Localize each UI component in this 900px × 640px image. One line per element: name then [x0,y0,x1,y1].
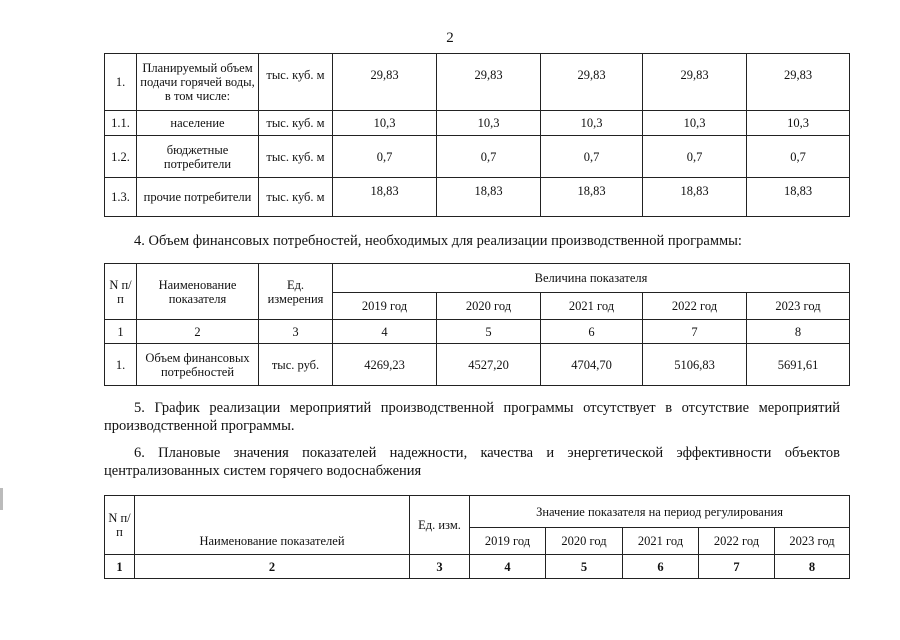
value-cell: 29,83 [747,54,850,111]
section-6-text: 6. Плановые значения показателей надежности, качества и энергетической эффективности объектов централизованных систем горячего водоснабжения [104,445,840,479]
year-header: 2021 год [623,528,699,555]
value-cell: 29,83 [643,54,747,111]
column-index: 2 [135,555,410,579]
reliability-indicators-table [104,495,850,579]
column-index: 8 [747,320,850,344]
value-cell: 18,83 [541,178,643,217]
column-index: 3 [410,555,470,579]
column-index: 1 [105,320,137,344]
header-unit: Ед. измерения [259,264,333,320]
value-cell: 10,3 [437,111,541,136]
value-cell: 0,7 [747,136,850,178]
section-4-heading: 4. Объем финансовых потребностей, необходимых для реализации производственной программы: [134,233,742,249]
value-cell: 18,83 [333,178,437,217]
column-index: 4 [470,555,546,579]
column-index-row [105,555,850,579]
unit: тыс. куб. м [259,136,333,178]
page-number: 2 [446,30,454,46]
value-cell: 10,3 [747,111,850,136]
table-header-row [105,496,850,528]
indicator-name: население [137,111,259,136]
indicator-name: Планируемый объем подачи горячей воды, в том числе: [137,54,259,111]
column-index: 5 [546,555,623,579]
row-number: 1.3. [105,178,137,217]
year-header: 2022 год [699,528,775,555]
table-header-row [105,264,850,293]
unit: тыс. куб. м [259,54,333,111]
value-cell: 29,83 [541,54,643,111]
value-cell: 18,83 [747,178,850,217]
column-index: 1 [105,555,135,579]
value-cell: 0,7 [437,136,541,178]
financial-needs-table [104,263,850,386]
column-index: 2 [137,320,259,344]
value-cell: 10,3 [541,111,643,136]
indicator-name: бюджетные потребители [137,136,259,178]
value-cell: 0,7 [541,136,643,178]
scan-edge-mark [0,488,3,510]
header-indicator-name: Наименование показателя [137,264,259,320]
value-cell: 4527,20 [437,344,541,386]
column-index: 8 [775,555,850,579]
section-5-text: 5. График реализации мероприятий производственной программы отсутствует в отсутствие мероприятий производственной программы. [104,400,840,434]
indicator-name: прочие потребители [137,178,259,217]
header-unit: Ед. изм. [410,496,470,555]
column-index: 7 [699,555,775,579]
value-cell: 0,7 [643,136,747,178]
table-row [105,344,850,386]
column-index-row [105,320,850,344]
table-row [105,54,850,111]
unit: тыс. куб. м [259,111,333,136]
year-header: 2020 год [437,293,541,320]
table-row [105,178,850,217]
column-index: 3 [259,320,333,344]
value-cell: 10,3 [333,111,437,136]
value-cell: 29,83 [333,54,437,111]
unit: тыс. руб. [259,344,333,386]
header-indicator-name: Наименование показателей [135,496,410,555]
value-cell: 10,3 [643,111,747,136]
indicator-name: Объем финансовых потребностей [137,344,259,386]
column-index: 6 [623,555,699,579]
unit: тыс. куб. м [259,178,333,217]
header-number: N п/п [105,264,137,320]
value-cell: 18,83 [643,178,747,217]
header-value: Величина показателя [333,264,850,293]
row-number: 1.2. [105,136,137,178]
year-header: 2023 год [747,293,850,320]
column-index: 4 [333,320,437,344]
year-header: 2023 год [775,528,850,555]
column-index: 7 [643,320,747,344]
value-cell: 18,83 [437,178,541,217]
table-row [105,111,850,136]
value-cell: 0,7 [333,136,437,178]
row-number: 1. [105,344,137,386]
row-number: 1.1. [105,111,137,136]
row-number: 1. [105,54,137,111]
column-index: 6 [541,320,643,344]
column-index: 5 [437,320,541,344]
header-value: Значение показателя на период регулирования [470,496,850,528]
value-cell: 4704,70 [541,344,643,386]
year-header: 2020 год [546,528,623,555]
value-cell: 5691,61 [747,344,850,386]
value-cell: 5106,83 [643,344,747,386]
year-header: 2019 год [470,528,546,555]
table-row [105,136,850,178]
water-supply-table [104,53,850,217]
value-cell: 4269,23 [333,344,437,386]
year-header: 2022 год [643,293,747,320]
year-header: 2021 год [541,293,643,320]
header-number: N п/п [105,496,135,555]
year-header: 2019 год [333,293,437,320]
value-cell: 29,83 [437,54,541,111]
